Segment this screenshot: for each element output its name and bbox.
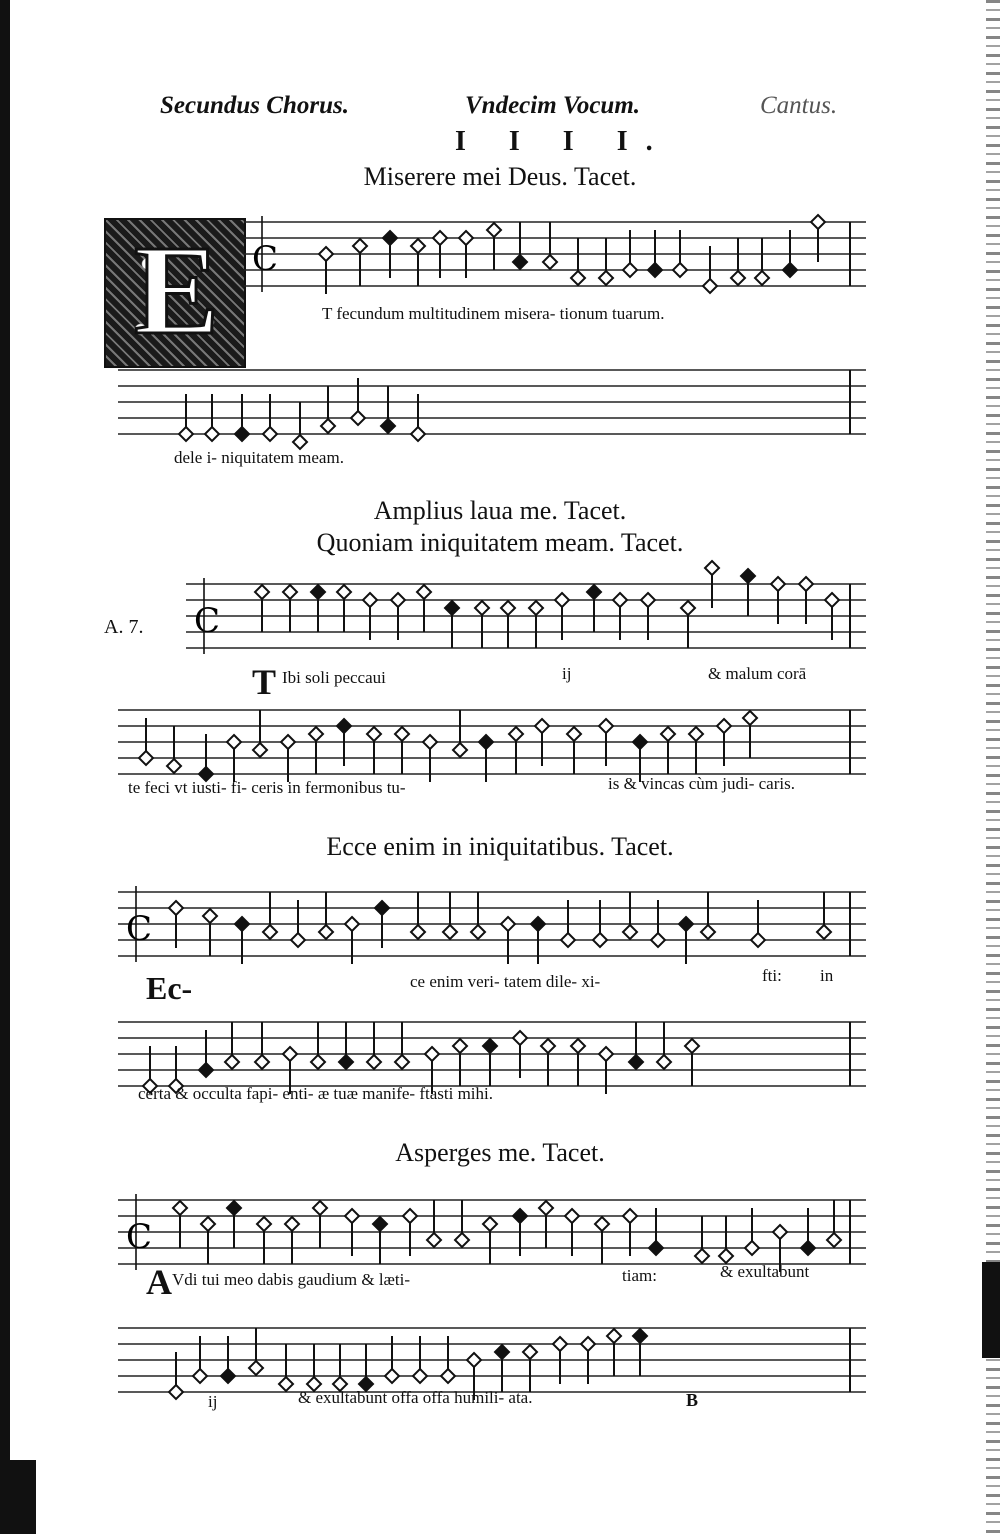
note bbox=[411, 239, 425, 286]
initial-t: T bbox=[252, 662, 277, 702]
note bbox=[599, 238, 613, 285]
mensuration-sign: C bbox=[126, 1217, 153, 1257]
note bbox=[263, 892, 277, 939]
note bbox=[509, 727, 523, 774]
note bbox=[339, 1022, 353, 1069]
note bbox=[595, 1217, 609, 1264]
initial-a: A bbox=[146, 1262, 172, 1302]
note bbox=[661, 727, 675, 774]
lyric-3c: in bbox=[820, 966, 834, 985]
note bbox=[607, 1329, 621, 1376]
ornate-initial-letter: E bbox=[134, 219, 220, 361]
note bbox=[257, 1217, 271, 1264]
note bbox=[495, 1345, 509, 1392]
note bbox=[307, 1344, 321, 1391]
note bbox=[321, 386, 335, 433]
note bbox=[487, 223, 501, 270]
note bbox=[201, 1217, 215, 1264]
note bbox=[227, 1201, 241, 1248]
note bbox=[741, 569, 755, 616]
note bbox=[731, 238, 745, 285]
note bbox=[513, 222, 527, 269]
lyric-4c: & exultabunt bbox=[720, 1262, 810, 1281]
note bbox=[629, 1022, 643, 1069]
note bbox=[311, 585, 325, 632]
lyric-2b: ij bbox=[562, 664, 572, 683]
tacet-ecce: Ecce enim in iniquitatibus. Tacet. bbox=[326, 832, 674, 861]
note bbox=[695, 1216, 709, 1263]
note bbox=[167, 726, 181, 773]
note bbox=[817, 892, 831, 939]
note bbox=[253, 710, 267, 757]
note bbox=[685, 1039, 699, 1086]
header-left: Secundus Chorus. bbox=[160, 92, 349, 119]
staff-1 bbox=[0, 200, 1000, 310]
mensuration-sign: C bbox=[252, 239, 279, 279]
note bbox=[373, 1217, 387, 1264]
note bbox=[283, 585, 297, 632]
note bbox=[427, 1200, 441, 1247]
note bbox=[471, 892, 485, 939]
note bbox=[539, 1201, 553, 1248]
note bbox=[353, 239, 367, 286]
note bbox=[623, 892, 637, 939]
note bbox=[483, 1217, 497, 1264]
note bbox=[827, 1200, 841, 1247]
note bbox=[755, 238, 769, 285]
note bbox=[567, 727, 581, 774]
lyric-4e: & exultabunt offa offa humili- ata. bbox=[298, 1388, 533, 1407]
lyric-3a: ce enim veri- tatem dile- xi- bbox=[410, 972, 601, 991]
note bbox=[333, 1344, 347, 1391]
staff-3 bbox=[0, 560, 1000, 670]
tacet-amplius: Amplius laua me. Tacet. bbox=[373, 496, 627, 525]
note bbox=[395, 1022, 409, 1069]
note bbox=[255, 585, 269, 632]
note bbox=[657, 1022, 671, 1069]
note bbox=[225, 1022, 239, 1069]
page-edge-corner bbox=[0, 1460, 36, 1534]
note bbox=[367, 727, 381, 774]
note bbox=[541, 1039, 555, 1086]
lyric-2c: & malum corā bbox=[708, 664, 807, 683]
note bbox=[587, 585, 601, 632]
section-label-a7: A. 7. bbox=[104, 616, 144, 638]
note bbox=[381, 386, 395, 433]
note bbox=[633, 1329, 647, 1376]
tacet-miserere: Miserere mei Deus. Tacet. bbox=[363, 162, 637, 191]
note bbox=[571, 1039, 585, 1086]
note bbox=[255, 1022, 269, 1069]
note bbox=[293, 402, 307, 449]
note bbox=[313, 1201, 327, 1248]
note bbox=[173, 1201, 187, 1248]
mensuration-sign: C bbox=[194, 601, 221, 641]
lyric-2e: is & vincas cùm judi- caris. bbox=[608, 774, 795, 793]
note bbox=[453, 710, 467, 757]
staff-2 bbox=[0, 330, 1000, 460]
lyric-1b: dele i- niquitatem meam. bbox=[174, 448, 344, 467]
note bbox=[311, 1022, 325, 1069]
header-right: Cantus. bbox=[760, 92, 838, 119]
tacet-asperges: Asperges me. Tacet. bbox=[395, 1138, 605, 1167]
note bbox=[455, 1200, 469, 1247]
note bbox=[571, 238, 585, 285]
note bbox=[743, 711, 757, 758]
lyric-2d: te feci vt iusti- fi- ceris in fermonibus tu- bbox=[128, 778, 406, 797]
note bbox=[395, 727, 409, 774]
header-center: Vndecim Vocum. bbox=[465, 92, 641, 119]
signature-mark: B bbox=[686, 1390, 699, 1410]
note bbox=[309, 727, 323, 774]
note bbox=[719, 1216, 733, 1263]
lyric-4a: Vdi tui meo dabis gaudium & læti- bbox=[172, 1270, 410, 1289]
note bbox=[475, 601, 489, 648]
piece-number: I I I I. bbox=[455, 126, 671, 157]
note bbox=[681, 601, 695, 648]
note bbox=[367, 1022, 381, 1069]
note bbox=[453, 1039, 467, 1086]
lyric-4d: ij bbox=[208, 1392, 218, 1411]
note bbox=[203, 909, 217, 956]
note bbox=[337, 585, 351, 632]
lyric-1a: T fecundum multitudinem misera- tionum tuarum. bbox=[322, 304, 665, 323]
staff-5 bbox=[0, 870, 1000, 980]
note bbox=[411, 892, 425, 939]
note bbox=[689, 727, 703, 774]
note bbox=[501, 601, 515, 648]
note bbox=[279, 1344, 293, 1391]
note bbox=[417, 585, 431, 632]
note bbox=[483, 1039, 497, 1086]
lyric-4b: tiam: bbox=[622, 1266, 657, 1285]
lyric-3d: certa & occulta fapi- enti- æ tuæ manife- ftasti mihi. bbox=[138, 1084, 493, 1103]
initial-ec: Ec- bbox=[146, 970, 193, 1006]
tacet-quoniam: Quoniam iniquitatem meam. Tacet. bbox=[316, 528, 684, 557]
note bbox=[543, 222, 557, 269]
note bbox=[701, 892, 715, 939]
note bbox=[285, 1217, 299, 1264]
note bbox=[319, 892, 333, 939]
lyric-2a: Ibi soli peccaui bbox=[282, 668, 386, 687]
lyric-3b: fti: bbox=[762, 966, 782, 985]
note bbox=[445, 601, 459, 648]
mensuration-sign: C bbox=[126, 909, 153, 949]
note bbox=[529, 601, 543, 648]
note bbox=[249, 1328, 263, 1375]
note bbox=[523, 1345, 537, 1392]
note bbox=[443, 892, 457, 939]
note bbox=[359, 1344, 373, 1391]
